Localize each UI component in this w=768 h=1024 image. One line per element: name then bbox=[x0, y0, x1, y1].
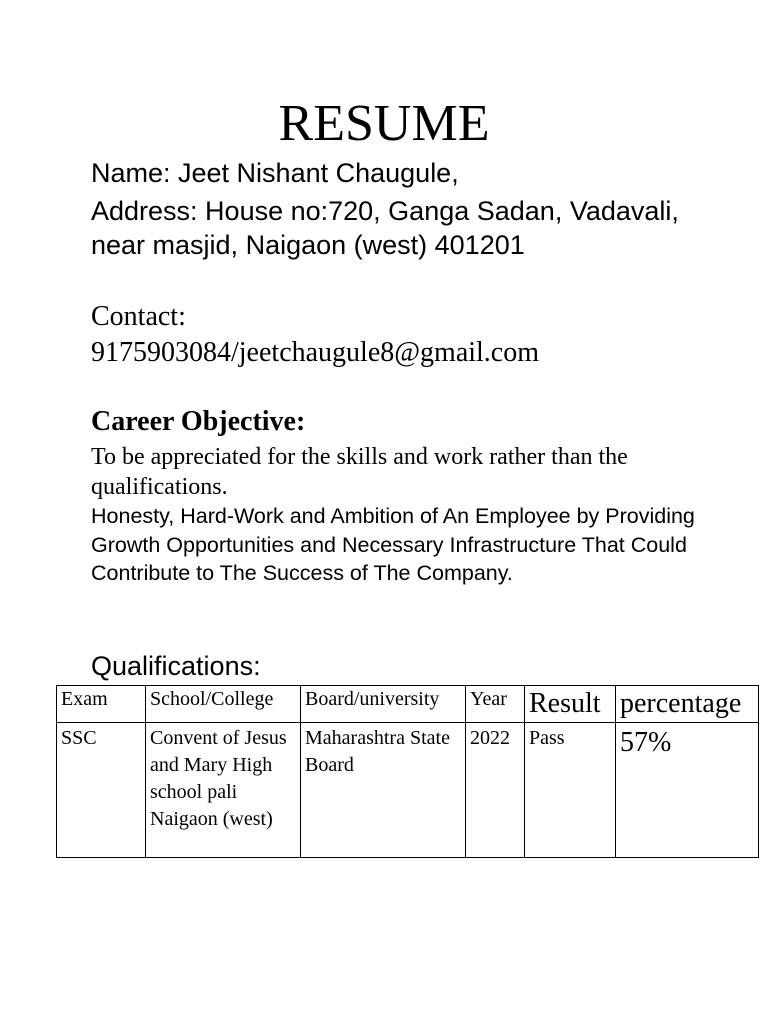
cell-exam: SSC bbox=[57, 723, 146, 858]
table-header-row bbox=[57, 686, 759, 723]
address-line: Address: House no:720, Ganga Sadan, Vadavali, near masjid, Naigaon (west) 401201 bbox=[91, 196, 679, 260]
column-header-result: Result bbox=[525, 686, 616, 723]
career-objective-heading: Career Objective: bbox=[91, 406, 306, 437]
table-row bbox=[57, 723, 759, 858]
qualifications-heading: Qualifications: bbox=[91, 651, 261, 681]
cell-year: 2022 bbox=[466, 723, 525, 858]
column-header-exam: Exam bbox=[57, 686, 146, 723]
page-title: RESUME bbox=[278, 95, 490, 152]
contact-label: Contact: bbox=[91, 301, 186, 332]
column-header-board: Board/university bbox=[301, 686, 466, 723]
career-objective-text: To be appreciated for the skills and work rather than the qualifications. bbox=[91, 444, 628, 500]
name-line: Name: Jeet Nishant Chaugule, bbox=[91, 158, 459, 188]
column-header-school: School/College bbox=[146, 686, 301, 723]
column-header-year: Year bbox=[466, 686, 525, 723]
career-objective-details: Honesty, Hard-Work and Ambition of An Employee by Providing Growth Opportunities and Necessary Infrastructure That Could Contribute to The Success of The Company. bbox=[91, 504, 695, 585]
cell-percentage: 57% bbox=[616, 723, 759, 858]
contact-value: 9175903084/jeetchaugule8@gmail.com bbox=[91, 337, 540, 368]
cell-school: Convent of Jesus and Mary High school pali Naigaon (west) bbox=[146, 723, 301, 858]
cell-board: Maharashtra State Board bbox=[301, 723, 466, 858]
column-header-percentage: percentage bbox=[616, 686, 759, 723]
cell-result: Pass bbox=[525, 723, 616, 858]
qualifications-table bbox=[56, 685, 759, 858]
